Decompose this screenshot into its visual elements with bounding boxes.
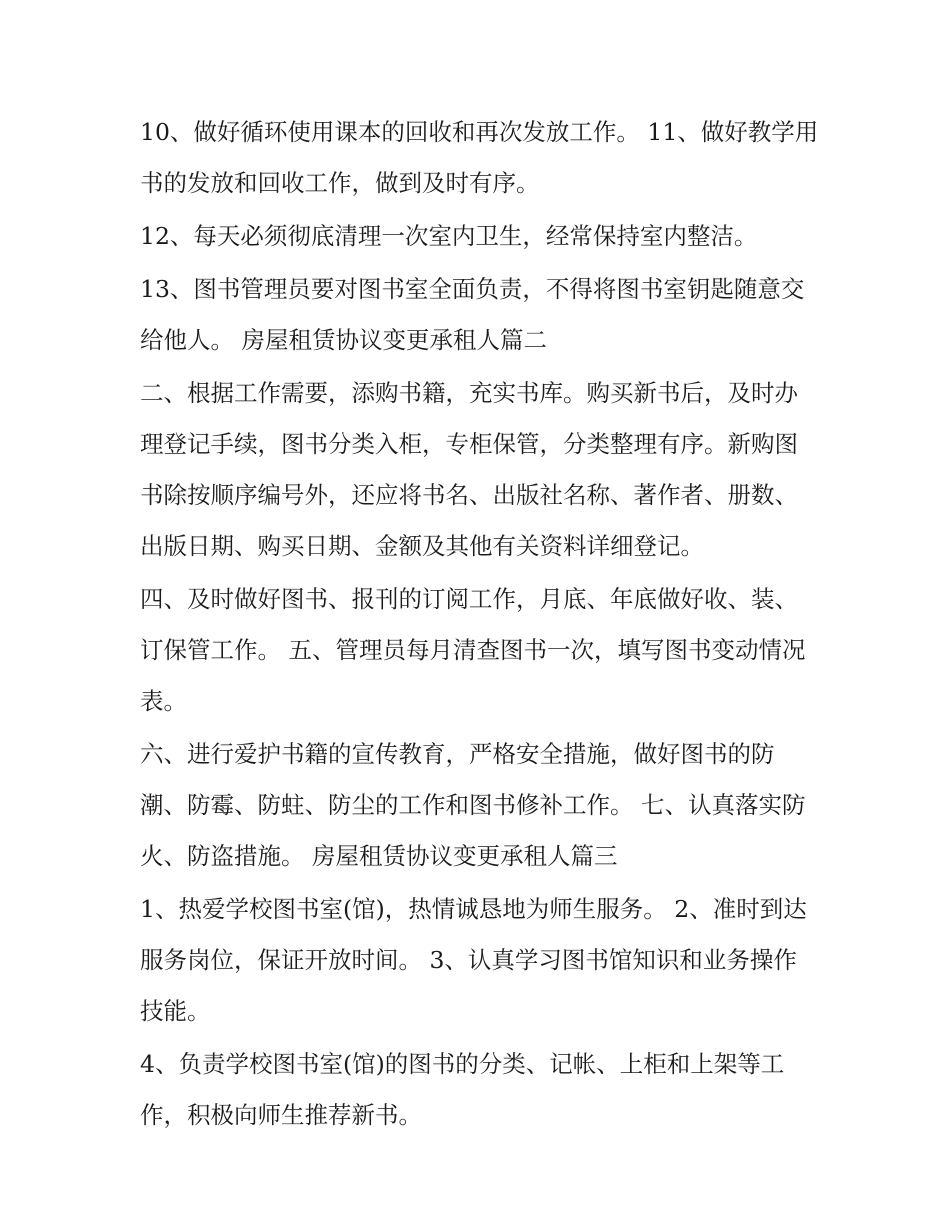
paragraph-3: 13、图书管理员要对图书室全面负责，不得将图书室钥匙随意交给他人。 房屋租赁协议变更承租人篇二: [140, 275, 805, 354]
document-body: [140, 107, 820, 1143]
paragraph-5: 四、及时做好图书、报刊的订阅工作，月底、年底做好收、装、订保管工作。 五、管理员每月清查图书一次，填写图书变动情况表。: [140, 585, 806, 715]
paragraph-2: 12、每天必须彻底清理一次室内卫生，经常保持室内整洁。: [140, 222, 758, 250]
paragraph-1: 10、做好循环使用课本的回收和再次发放工作。 11、做好教学用书的发放和回收工作，做到及时有序。: [140, 118, 819, 197]
paragraph-8: 4、负责学校图书室(馆)的图书的分类、记帐、上柜和上架等工作，积极向师生推荐新书。: [140, 1050, 785, 1129]
paragraph-4: 二、根据工作需要，添购书籍，充实书库。购买新书后，及时办理登记手续，图书分类入柜，专柜保管，分类整理有序。新购图书除按顺序编号外，还应将书名、出版社名称、著作者、册数、出版日期、购买日期、金额及其他有关资料详细登记。: [140, 379, 798, 560]
paragraph-6: 六、进行爱护书籍的宣传教育，严格安全措施，做好图书的防潮、防霉、防蛀、防尘的工作和图书修补工作。 七、认真落实防火、防盗措施。 房屋租赁协议变更承租人篇三: [140, 740, 806, 870]
paragraph-7: 1、热爱学校图书室(馆)，热情诚恳地为师生服务。 2、准时到达服务岗位，保证开放时间。 3、认真学习图书馆知识和业务操作技能。: [140, 895, 807, 1025]
